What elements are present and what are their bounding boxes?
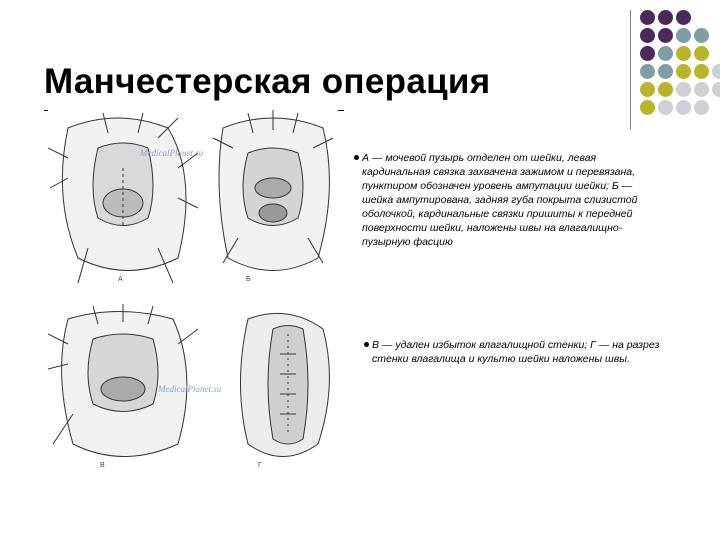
panel-label-b: Б	[246, 276, 251, 283]
watermark-top: MedicalPlanet.su	[140, 148, 204, 158]
decorative-dot	[694, 100, 709, 115]
decorative-dot	[640, 46, 655, 61]
watermark-bottom: MedicalPlanet.su	[158, 384, 222, 394]
decorative-dot	[676, 64, 691, 79]
panel-label-c: В	[100, 462, 105, 469]
decorative-dot	[676, 82, 691, 97]
decorative-dot	[676, 100, 691, 115]
decorative-dot	[658, 46, 673, 61]
surgical-illustration-top	[48, 108, 338, 288]
slide-title: Манчестерская операция	[44, 62, 491, 101]
illustration-a-b	[48, 108, 338, 288]
caption-2-bullet	[364, 342, 369, 347]
decorative-dot	[640, 100, 655, 115]
decorative-dot	[712, 64, 720, 79]
surgical-illustration-bottom	[48, 304, 338, 474]
panel-label-d: Г	[258, 462, 262, 469]
decorative-dot	[658, 10, 673, 25]
panel-label-a: А	[118, 276, 123, 283]
decorative-dot	[676, 46, 691, 61]
decorative-dot	[658, 28, 673, 43]
decorative-dot	[694, 64, 709, 79]
caption-c-d: В — удален избыток влагалищной стенки; Г — на разрез стенки влагалища и культю шейки наложены швы.	[372, 339, 660, 365]
decorative-dot	[712, 82, 720, 97]
caption-a-b: А — мочевой пузырь отделен от шейки, левая кардинальная связка захвачена зажимом и перевязана, пунктиром обозначен уровень ампутации шейки; Б — шейка ампутирована, задняя губа покрыта слизистой оболочкой, кардинальные связки пришиты к передней поверхности шейки, наложены швы на влагалищно-пузырную фасцию	[362, 152, 638, 248]
decorative-dot	[676, 10, 691, 25]
caption-1-bullet	[354, 155, 359, 160]
decorative-dot	[640, 28, 655, 43]
decorative-dot	[658, 82, 673, 97]
decorative-vertical-line	[630, 10, 631, 130]
decorative-dot	[658, 100, 673, 115]
decorative-dot	[658, 64, 673, 79]
decorative-dot	[694, 82, 709, 97]
decorative-dot	[640, 10, 655, 25]
decorative-dot	[694, 28, 709, 43]
decorative-dot	[676, 28, 691, 43]
decorative-dot	[640, 64, 655, 79]
decorative-dot	[640, 82, 655, 97]
decorative-dot	[694, 46, 709, 61]
